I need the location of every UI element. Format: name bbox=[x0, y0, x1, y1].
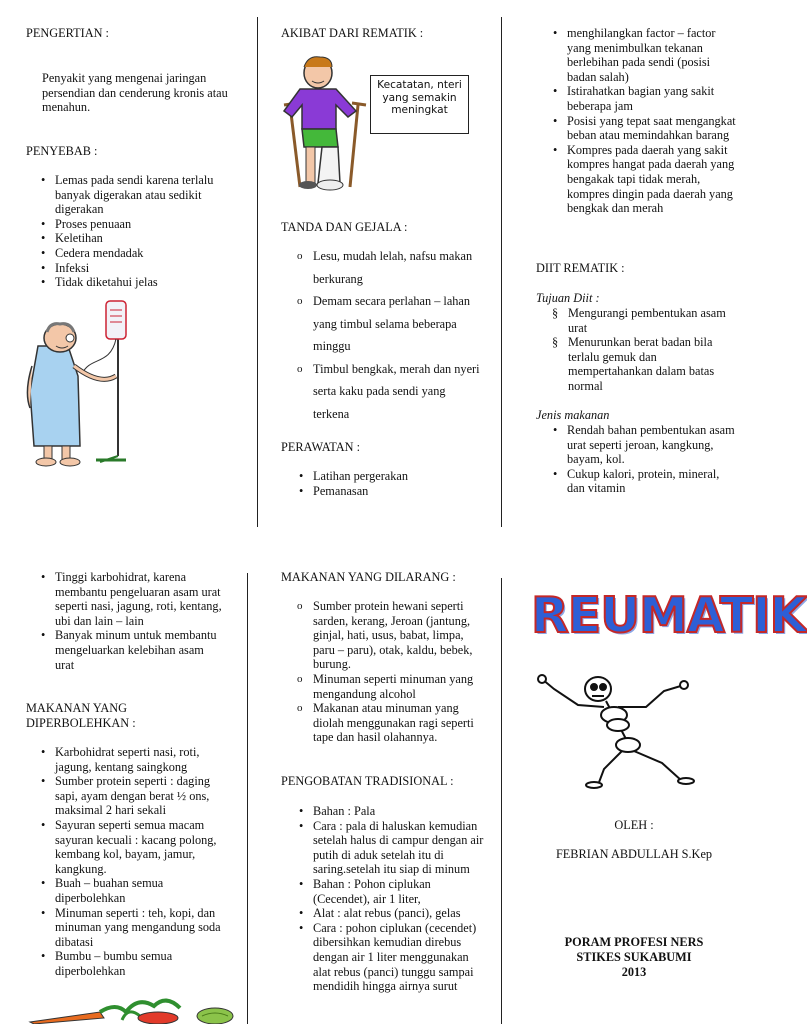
brochure-title: REUMATIK bbox=[531, 587, 807, 644]
list-item: o Timbul bengkak, merah dan nyeri serta kaku pada sendi yang terkena bbox=[281, 358, 481, 426]
akibat-callout: Kecatatan, nteri yang semakin meningkat bbox=[370, 75, 469, 134]
list-item: • Tinggi karbohidrat, karena membantu pengeluaran asam urat seperti nasi, jagung, roti, kentang, ubi dan lain – lain bbox=[29, 570, 223, 628]
list-item: • menghilangkan factor – factor yang menimbulkan tekanan berlebihan pada sendi (posisi badan salah) bbox=[541, 26, 741, 84]
list-item: • Proses penuaan bbox=[29, 217, 237, 232]
diit-heading: DIIT REMATIK : bbox=[536, 261, 625, 275]
pengertian-text: Penyakit yang mengenai jaringan persendian dan cenderung kronis atau menahun. bbox=[42, 71, 228, 115]
column-divider-top-1 bbox=[257, 17, 258, 527]
list-item: • Bahan : Pala bbox=[287, 804, 485, 819]
elderly-patient-illustration bbox=[20, 296, 132, 468]
diperbolehkan-heading: MAKANAN YANG DIPERBOLEHKAN : bbox=[26, 701, 136, 730]
list-item: o Makanan atau minuman yang diolah menggunakan ragi seperti tape dan hasil olahannya. bbox=[281, 701, 483, 745]
list-item: • Kompres pada daerah yang sakit kompres hangat pada daerah yang bengakak tapi tidak merah, kompres dingin pada daerah yang bengkak dan merah bbox=[541, 143, 741, 216]
tanda-list bbox=[281, 245, 481, 425]
vegetables-illustration bbox=[30, 994, 235, 1024]
list-item: • Tidak diketahui jelas bbox=[29, 275, 237, 290]
institution-line-2: STIKES SUKABUMI bbox=[576, 950, 692, 964]
diperbolehkan-list bbox=[29, 745, 225, 979]
column-divider-bottom-2 bbox=[501, 578, 502, 1024]
list-item: § Menurunkan berat badan bila terlalu gemuk dan mempertahankan dalam batas normal bbox=[536, 335, 744, 393]
akibat-heading: AKIBAT DARI REMATIK : bbox=[281, 26, 424, 40]
list-item: • Cara : pala di haluskan kemudian setelah halus di campur dengan air putih di aduk setelah itu di saring.setelah itu siap di minum bbox=[287, 819, 485, 877]
list-item: • Keletihan bbox=[29, 231, 237, 246]
perawatan-heading: PERAWATAN : bbox=[281, 440, 360, 454]
list-item: • Alat : alat rebus (panci), gelas bbox=[287, 906, 485, 921]
list-item: § Mengurangi pembentukan asam urat bbox=[536, 306, 744, 335]
tujuan-label: Tujuan Diit : bbox=[536, 291, 600, 305]
list-item: • Sumber protein seperti : daging sapi, ayam dengan berat ½ ons, maksimal 2 hari sekali bbox=[29, 774, 225, 818]
list-item: • Minuman seperti : teh, kopi, dan minuman yang mengandung soda dibatasi bbox=[29, 906, 225, 950]
dilarang-heading: MAKANAN YANG DILARANG : bbox=[281, 570, 456, 584]
pengertian-heading: PENGERTIAN : bbox=[26, 26, 109, 40]
dilarang-list bbox=[281, 599, 483, 745]
pengobatan-heading: PENGOBATAN TRADISIONAL : bbox=[281, 774, 454, 788]
list-item: • Istirahatkan bagian yang sakit beberapa jam bbox=[541, 84, 741, 113]
oleh-label: OLEH : bbox=[614, 818, 654, 832]
pengobatan-list bbox=[287, 804, 485, 994]
jenis-label: Jenis makanan bbox=[536, 408, 610, 422]
list-item: • Buah – buahan semua diperbolehkan bbox=[29, 876, 225, 905]
list-item: • Posisi yang tepat saat mengangkat beban atau memindahkan barang bbox=[541, 114, 741, 143]
perawatan-list bbox=[287, 469, 477, 498]
column-divider-top-2 bbox=[501, 17, 502, 527]
perawatan-continued-list bbox=[541, 26, 741, 216]
dancing-skeleton-illustration bbox=[534, 667, 700, 789]
author-name: FEBRIAN ABDULLAH S.Kep bbox=[555, 847, 713, 861]
list-item: • Karbohidrat seperti nasi, roti, jagung, kentang saingkong bbox=[29, 745, 225, 774]
list-item: • Bumbu – bumbu semua diperbolehkan bbox=[29, 949, 225, 978]
man-on-crutches-illustration bbox=[278, 55, 372, 191]
publication-year: 2013 bbox=[621, 965, 647, 979]
list-item: • Infeksi bbox=[29, 261, 237, 276]
list-item: • Cukup kalori, protein, mineral, dan vitamin bbox=[541, 467, 739, 496]
institution-line-1: PORAM PROFESI NERS bbox=[564, 935, 704, 949]
list-item: • Pemanasan bbox=[287, 484, 477, 499]
list-item: • Latihan pergerakan bbox=[287, 469, 477, 484]
jenis-list bbox=[541, 423, 739, 496]
list-item: • Sayuran seperti semua macam sayuran kecuali : kacang polong, kembang kol, bayam, jamur, kangkung. bbox=[29, 818, 225, 876]
list-item: o Demam secara perlahan – lahan yang timbul selama beberapa minggu bbox=[281, 290, 481, 358]
column-divider-bottom-1 bbox=[247, 573, 248, 1024]
diet-continued-list bbox=[29, 570, 223, 672]
list-item: • Cara : pohon ciplukan (cecendet) dibersihkan kemudian direbus dengan air 1 liter menggunakan alat rebus (panci) tunggu sampai mendidih hingga airnya surut bbox=[287, 921, 485, 994]
penyebab-heading: PENYEBAB : bbox=[26, 144, 98, 158]
penyebab-list bbox=[29, 173, 237, 290]
list-item: • Bahan : Pohon ciplukan (Cecendet), air 1 liter, bbox=[287, 877, 485, 906]
tujuan-list bbox=[536, 306, 744, 394]
list-item: o Minuman seperti minuman yang mengandung alcohol bbox=[281, 672, 483, 701]
list-item: • Cedera mendadak bbox=[29, 246, 237, 261]
list-item: • Lemas pada sendi karena terlalu banyak digerakan atau sedikit digerakan bbox=[29, 173, 237, 217]
list-item: o Lesu, mudah lelah, nafsu makan berkurang bbox=[281, 245, 481, 290]
list-item: o Sumber protein hewani seperti sarden, kerang, Jeroan (jantung, ginjal, hati, usus, babat, limpa, paru – paru), otak, kaldu, bebek, burung. bbox=[281, 599, 483, 672]
list-item: • Rendah bahan pembentukan asam urat seperti jeroan, kangkung, bayam, kol. bbox=[541, 423, 739, 467]
tanda-heading: TANDA DAN GEJALA : bbox=[281, 220, 408, 234]
list-item: • Banyak minum untuk membantu mengeluarkan kelebihan asam urat bbox=[29, 628, 223, 672]
